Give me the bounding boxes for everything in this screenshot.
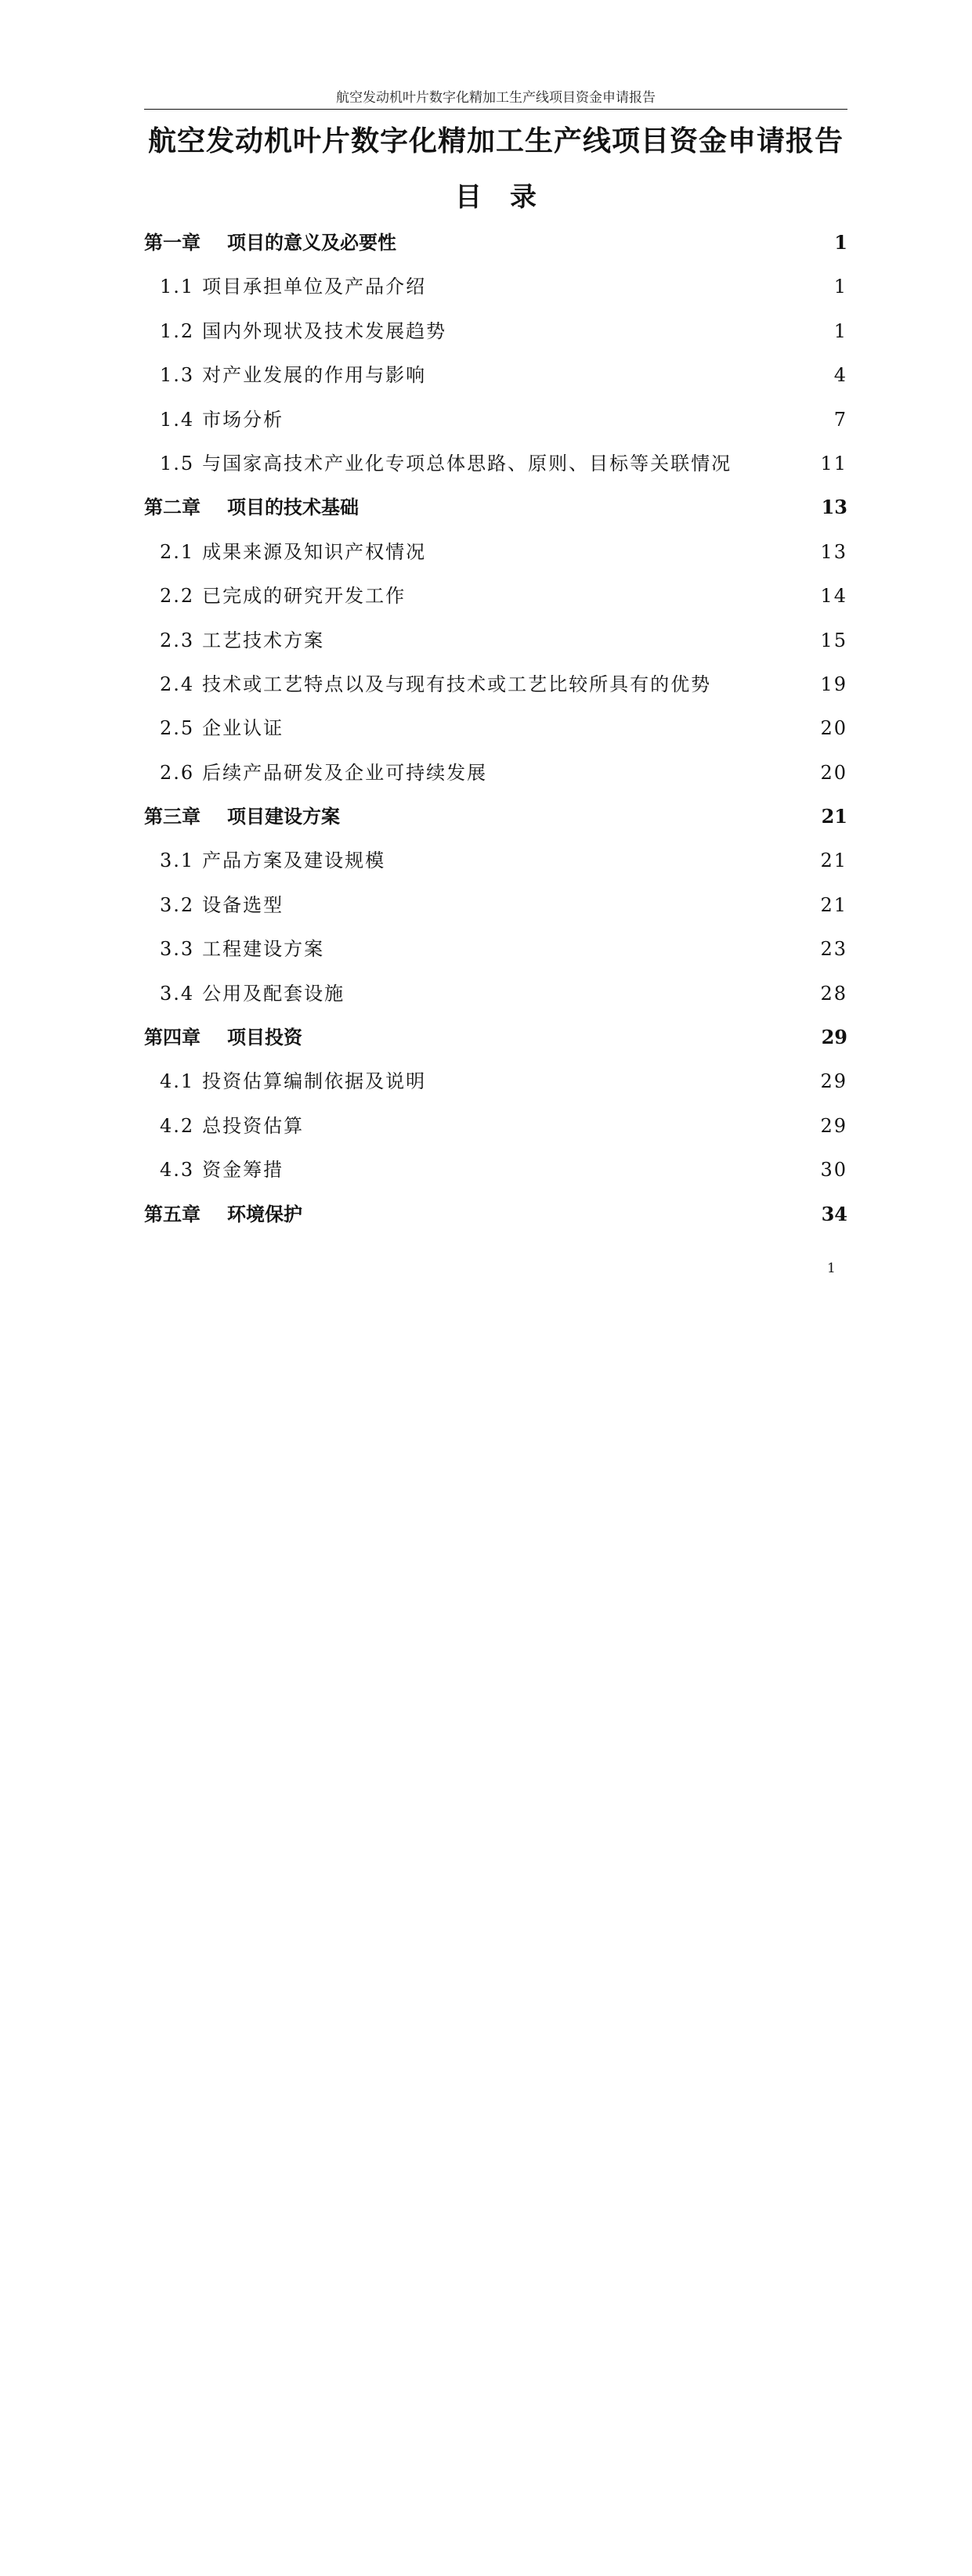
- toc-section-entry[interactable]: [144, 1154, 847, 1198]
- toc-section-entry[interactable]: [144, 271, 847, 315]
- toc-entry-page: 1: [834, 231, 847, 254]
- toc-entry-page: 23: [820, 938, 847, 961]
- toc-entry-title: 工程建设方案: [202, 938, 325, 961]
- toc-entry-number: 2.2: [160, 585, 195, 608]
- toc-entry-title: 企业认证: [202, 717, 284, 740]
- toc-entry-page: 15: [820, 629, 847, 651]
- toc-entry-title: 项目建设方案: [227, 805, 340, 828]
- toc-entry-page: 29: [820, 1114, 847, 1137]
- toc-section-entry[interactable]: [144, 933, 847, 977]
- toc-entry-number: 4.2: [160, 1114, 195, 1137]
- toc-entry-page: 1: [833, 319, 847, 342]
- toc-section-entry[interactable]: [144, 1066, 847, 1109]
- toc-section-entry[interactable]: [144, 536, 847, 580]
- toc-entry-number: 1.5: [160, 452, 195, 474]
- toc-entry-page: 13: [820, 540, 847, 563]
- toc-section-entry[interactable]: [144, 669, 847, 713]
- toc-entry-page: 14: [820, 585, 847, 608]
- toc-entry-page: 4: [833, 364, 847, 387]
- toc-entry-number: 3.1: [160, 850, 195, 872]
- toc-entry-number: 3.2: [160, 893, 195, 916]
- toc-section-entry[interactable]: [144, 978, 847, 1022]
- toc-entry-number: 1.1: [160, 276, 195, 298]
- toc-entry-title: 总投资估算: [202, 1114, 305, 1137]
- header-divider: [144, 109, 847, 110]
- toc-section-entry[interactable]: [144, 625, 847, 669]
- toc-entry-page: 34: [821, 1202, 847, 1225]
- toc-entry-page: 20: [820, 761, 847, 784]
- page-number: 1: [827, 1261, 836, 1276]
- toc-chapter-entry[interactable]: [144, 227, 847, 271]
- toc-entry-title: 已完成的研究开发工作: [202, 585, 407, 608]
- toc-entry-number: 2.5: [160, 717, 195, 740]
- toc-entry-page: 29: [821, 1026, 847, 1049]
- toc-entry-title: 设备选型: [202, 893, 284, 916]
- toc-entry-page: 28: [820, 982, 847, 1005]
- toc-entry-number: 第二章: [144, 496, 201, 519]
- toc-entry-title: 环境保护: [227, 1202, 302, 1225]
- toc-section-entry[interactable]: [144, 359, 847, 403]
- toc-entry-number: 2.4: [160, 673, 195, 695]
- toc-entry-title: 产品方案及建设规模: [202, 850, 386, 872]
- toc-entry-number: 1.4: [160, 408, 195, 431]
- toc-entry-number: 3.4: [160, 982, 195, 1005]
- toc-entry-number: 第五章: [144, 1202, 201, 1225]
- toc-entry-page: 21: [820, 893, 847, 916]
- toc-section-entry[interactable]: [144, 845, 847, 889]
- toc-entry-page: 13: [821, 496, 847, 519]
- toc-entry-number: 2.3: [160, 629, 195, 651]
- toc-entry-title: 国内外现状及技术发展趋势: [202, 319, 447, 342]
- toc-section-entry[interactable]: [144, 316, 847, 359]
- toc-entry-title: 对产业发展的作用与影响: [202, 364, 427, 387]
- toc-entry-page: 29: [820, 1070, 847, 1093]
- toc-entry-page: 7: [833, 408, 847, 431]
- toc-entry-title: 项目的技术基础: [227, 496, 359, 519]
- toc-section-entry[interactable]: [144, 580, 847, 624]
- toc-chapter-entry[interactable]: [144, 1022, 847, 1066]
- toc-section-entry[interactable]: [144, 713, 847, 756]
- running-header: 航空发动机叶片数字化精加工生产线项目资金申请报告: [336, 90, 656, 106]
- toc-chapter-entry[interactable]: [144, 492, 847, 536]
- toc-entry-number: 2.6: [160, 761, 195, 784]
- toc-entry-title: 与国家高技术产业化专项总体思路、原则、目标等关联情况: [202, 452, 732, 474]
- toc-entry-title: 项目的意义及必要性: [227, 231, 396, 254]
- toc-entry-number: 第四章: [144, 1026, 201, 1049]
- toc-heading: 目录: [455, 182, 565, 213]
- toc-entry-page: 20: [820, 717, 847, 740]
- toc-entry-title: 公用及配套设施: [202, 982, 345, 1005]
- document-title: 航空发动机叶片数字化精加工生产线项目资金申请报告: [147, 124, 844, 157]
- toc-entry-page: 21: [821, 805, 847, 828]
- toc-entry-number: 3.3: [160, 938, 195, 961]
- toc-entry-title: 工艺技术方案: [202, 629, 325, 651]
- toc-section-entry[interactable]: [144, 1110, 847, 1154]
- table-of-contents: [144, 227, 847, 1243]
- toc-section-entry[interactable]: [144, 404, 847, 448]
- toc-entry-title: 成果来源及知识产权情况: [202, 540, 427, 563]
- toc-entry-title: 后续产品研发及企业可持续发展: [202, 761, 488, 784]
- toc-entry-title: 项目承担单位及产品介绍: [202, 276, 427, 298]
- toc-entry-title: 技术或工艺特点以及与现有技术或工艺比较所具有的优势: [202, 673, 712, 695]
- toc-section-entry[interactable]: [144, 757, 847, 801]
- toc-entry-number: 1.3: [160, 364, 195, 387]
- toc-entry-page: 19: [820, 673, 847, 695]
- toc-entry-number: 第一章: [144, 231, 201, 254]
- toc-entry-title: 投资估算编制依据及说明: [202, 1070, 427, 1093]
- toc-entry-number: 4.3: [160, 1159, 195, 1182]
- toc-chapter-entry[interactable]: [144, 801, 847, 845]
- toc-entry-page: 11: [820, 452, 847, 474]
- toc-entry-number: 2.1: [160, 540, 195, 563]
- toc-entry-number: 1.2: [160, 319, 195, 342]
- toc-section-entry[interactable]: [144, 448, 847, 492]
- toc-entry-number: 4.1: [160, 1070, 195, 1093]
- toc-section-entry[interactable]: [144, 889, 847, 933]
- toc-entry-title: 市场分析: [202, 408, 284, 431]
- toc-entry-title: 项目投资: [227, 1026, 302, 1049]
- toc-entry-page: 1: [833, 276, 847, 298]
- toc-entry-page: 21: [820, 850, 847, 872]
- toc-entry-page: 30: [820, 1159, 847, 1182]
- toc-entry-title: 资金筹措: [202, 1159, 284, 1182]
- toc-entry-number: 第三章: [144, 805, 201, 828]
- toc-chapter-entry[interactable]: [144, 1199, 847, 1243]
